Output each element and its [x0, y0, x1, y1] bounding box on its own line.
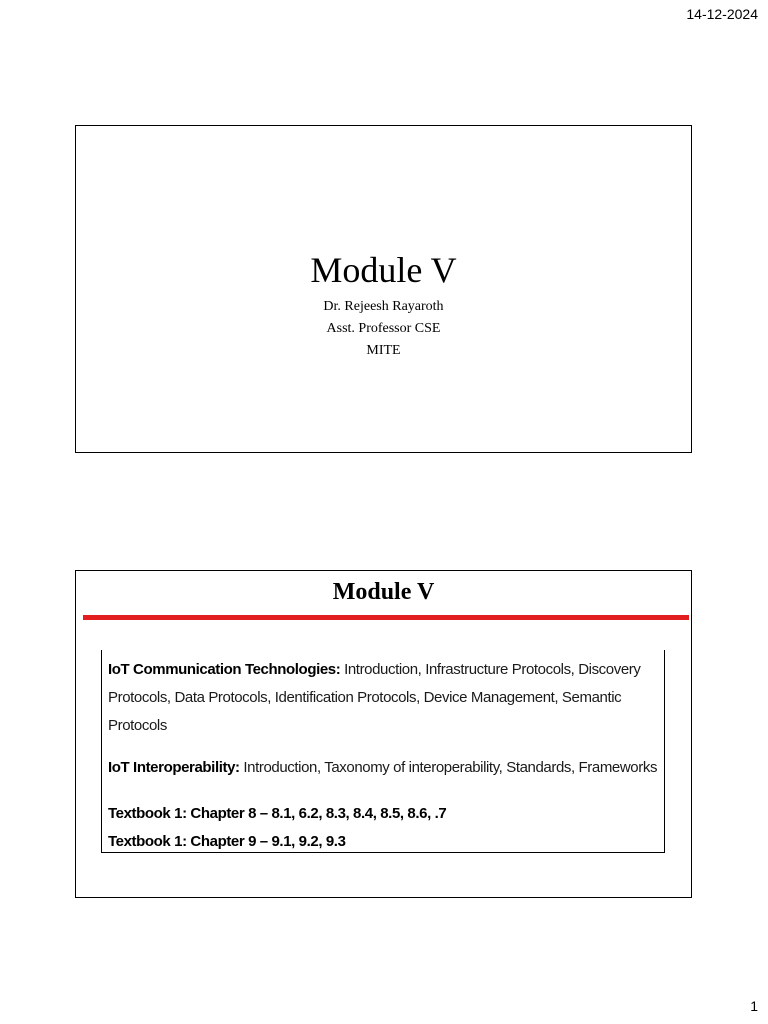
topic-items: Introduction, Infrastructure Protocols, Discovery Protocols, Data Protocols, Identification Protocols, Device Management, Semantic Protocols	[108, 661, 641, 734]
title-divider	[83, 615, 689, 620]
textbook-reference: Textbook 1: Chapter 8 – 8.1, 6.2, 8.3, 8.4, 8.5, 8.6, .7	[108, 805, 447, 822]
syllabus-content-box	[101, 650, 665, 853]
author-organization: MITE	[366, 343, 401, 358]
slide-title: Module V	[332, 579, 435, 605]
syllabus-slide	[75, 570, 692, 898]
author-name: Dr. Rejeesh Rayaroth	[323, 299, 444, 314]
header-date: 14-12-2024	[686, 6, 758, 22]
slide-title: Module V	[310, 250, 457, 290]
topic-items: Introduction, Taxonomy of interoperability, Standards, Frameworks	[239, 759, 658, 776]
title-slide	[75, 125, 692, 453]
page-number: 1	[750, 998, 758, 1014]
topic-heading: IoT Interoperability:	[108, 759, 240, 776]
topic-paragraph	[108, 754, 658, 782]
topic-heading: IoT Communication Technologies:	[108, 661, 341, 678]
topic-paragraph	[108, 656, 658, 740]
textbook-reference: Textbook 1: Chapter 9 – 9.1, 9.2, 9.3	[108, 833, 346, 850]
author-role: Asst. Professor CSE	[326, 321, 441, 336]
